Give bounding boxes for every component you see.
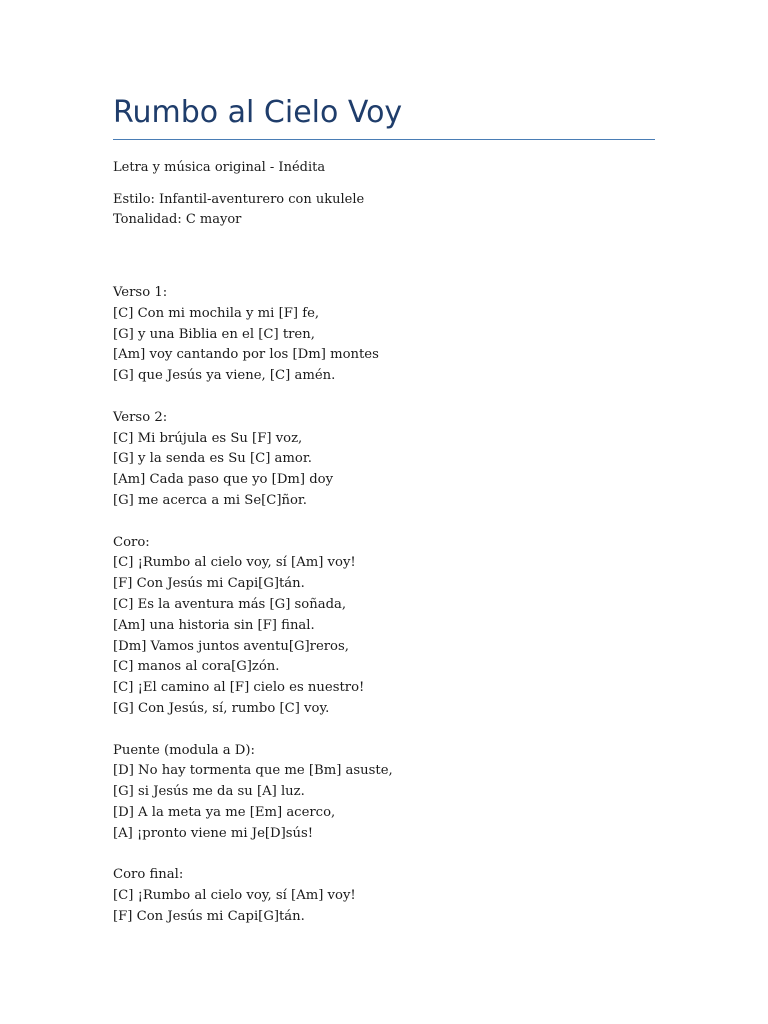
lyric-line: [F] Con Jesús mi Capi[G]tán. (113, 908, 305, 924)
section-final-chorus (113, 865, 393, 927)
section-verse-2 (113, 408, 393, 512)
lyric-line: [C] manos al cora[G]zón. (113, 659, 280, 675)
title-underline (113, 139, 655, 140)
section-bridge (113, 741, 393, 845)
lyric-line: [G] Con Jesús, sí, rumbo [C] voy. (113, 700, 330, 716)
section-heading: Puente (modula a D): (113, 742, 255, 758)
section-heading: Verso 1: (113, 285, 168, 300)
lyric-line: [D] No hay tormenta que me [Bm] asuste, (113, 763, 393, 779)
song-title: Rumbo al Cielo Voy (113, 95, 403, 130)
style-line: Estilo: Infantil-aventurero con ukulele (113, 192, 365, 207)
section-verse-1 (113, 283, 393, 387)
key-line: Tonalidad: C mayor (113, 212, 242, 227)
lyric-line: [C] ¡Rumbo al cielo voy, sí [Am] voy! (113, 555, 356, 571)
lyric-line: [G] me acerca a mi Se[C]ñor. (113, 492, 307, 508)
lyric-line: [C] ¡Rumbo al cielo voy, sí [Am] voy! (113, 888, 356, 904)
section-heading: Verso 2: (113, 409, 168, 425)
lyric-line: [Am] una historia sin [F] final. (113, 617, 315, 633)
section-chorus (113, 533, 393, 720)
lyric-line: [Dm] Vamos juntos aventu[G]reros, (113, 638, 349, 654)
lyric-line: [F] Con Jesús mi Capi[G]tán. (113, 576, 305, 592)
lyric-line: [C] ¡El camino al [F] cielo es nuestro! (113, 680, 365, 696)
lyric-line: [C] Con mi mochila y mi [F] fe, (113, 305, 320, 321)
lyric-line: [Am] Cada paso que yo [Dm] doy (113, 472, 334, 488)
section-heading: Coro: (113, 534, 150, 550)
song-sections (113, 283, 393, 949)
lyric-line: [C] Mi brújula es Su [F] voz, (113, 430, 303, 446)
lyric-line: [G] y una Biblia en el [C] tren, (113, 326, 315, 342)
lyric-line: [G] si Jesús me da su [A] luz. (113, 784, 305, 800)
credits-line: Letra y música original - Inédita (113, 160, 326, 175)
lyric-line: [G] que Jesús ya viene, [C] amén. (113, 368, 336, 384)
lyric-line: [Am] voy cantando por los [Dm] montes (113, 347, 379, 363)
section-heading: Coro final: (113, 867, 184, 883)
lyric-line: [C] Es la aventura más [G] soñada, (113, 596, 347, 612)
lyric-line: [D] A la meta ya me [Em] acerco, (113, 804, 336, 820)
lyric-line: [G] y la senda es Su [C] amor. (113, 451, 312, 467)
lyric-line: [A] ¡pronto viene mi Je[D]sús! (113, 825, 314, 841)
